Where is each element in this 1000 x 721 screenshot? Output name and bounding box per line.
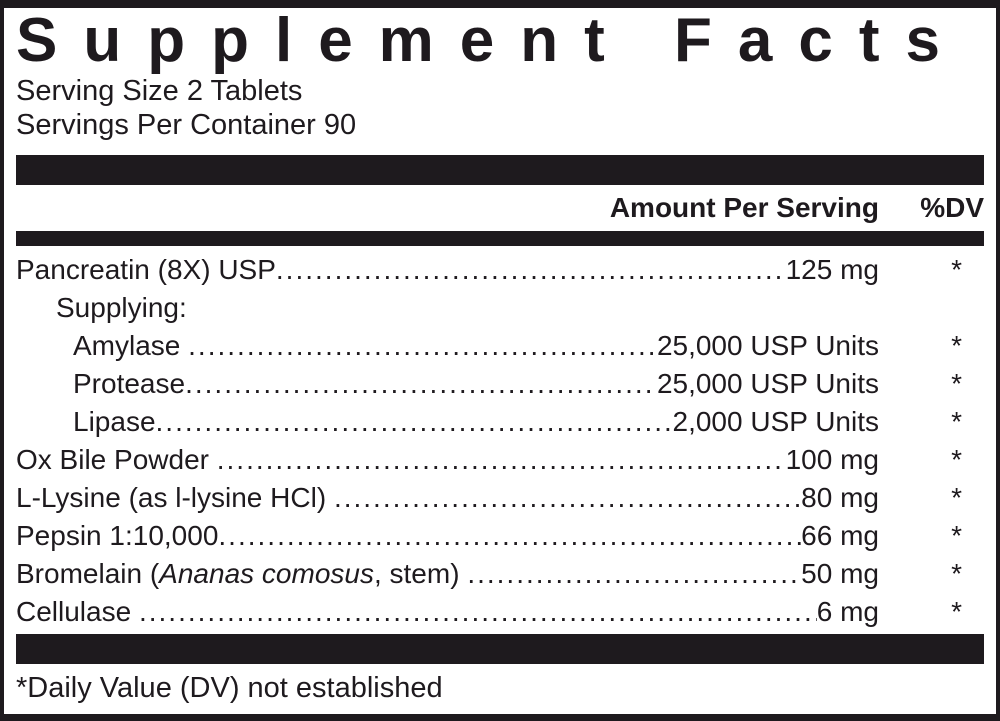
ingredient-dv: * xyxy=(951,405,962,437)
ingredient-name: Amylase xyxy=(73,329,189,361)
table-row xyxy=(16,403,984,441)
ingredient-dv: * xyxy=(951,253,962,285)
column-header-row xyxy=(16,185,984,231)
footnote-area xyxy=(16,664,984,714)
supplement-facts-title: Supplement Facts xyxy=(16,6,966,75)
leader-dots xyxy=(185,365,657,403)
ingredient-dv: * xyxy=(951,367,962,399)
ingredient-dv: * xyxy=(951,595,962,627)
leader-dots xyxy=(139,593,817,631)
table-row xyxy=(16,517,984,555)
ingredient-amount: 25,000 USP Units xyxy=(656,329,879,361)
table-row xyxy=(16,251,984,289)
table-row xyxy=(16,289,984,327)
leader-dots xyxy=(218,517,801,555)
amount-per-serving-header: Amount Per Serving xyxy=(609,191,879,223)
ingredient-name: Supplying: xyxy=(56,291,187,323)
ingredient-amount: 50 mg xyxy=(801,557,879,589)
ingredient-amount: 25,000 USP Units xyxy=(656,367,879,399)
table-row xyxy=(16,593,984,631)
ingredient-amount: 125 mg xyxy=(785,253,879,285)
leader-dots xyxy=(334,479,801,517)
servings-per-container: Servings Per Container 90 xyxy=(16,109,357,142)
table-row xyxy=(16,441,984,479)
leader-dots xyxy=(467,555,801,593)
leader-dots xyxy=(156,403,673,441)
ingredient-name: Ox Bile Powder xyxy=(16,443,217,475)
ingredient-amount: 6 mg xyxy=(816,595,879,627)
ingredient-name: Protease xyxy=(73,367,186,399)
divider-bar-top xyxy=(16,155,984,185)
ingredient-amount: 80 mg xyxy=(801,481,879,513)
ingredient-name: Pancreatin (8X) USP xyxy=(16,253,276,285)
ingredient-dv: * xyxy=(951,329,962,361)
ingredient-name: Bromelain (Ananas comosus, stem) xyxy=(16,557,468,589)
ingredient-dv: * xyxy=(951,443,962,475)
divider-bar-header xyxy=(16,231,984,246)
ingredient-amount: 100 mg xyxy=(785,443,879,475)
ingredient-name: L-Lysine (as l-lysine HCl) xyxy=(16,481,334,513)
ingredient-name: Pepsin 1:10,000 xyxy=(16,519,219,551)
table-row xyxy=(16,555,984,593)
divider-bar-bottom xyxy=(16,634,984,664)
serving-size: Serving Size 2 Tablets xyxy=(16,75,303,108)
ingredient-rows xyxy=(16,246,984,631)
ingredient-amount: 2,000 USP Units xyxy=(672,405,879,437)
ingredient-dv: * xyxy=(951,481,962,513)
leader-dots xyxy=(217,441,786,479)
percent-dv-header: %DV xyxy=(920,191,984,223)
ingredient-dv: * xyxy=(951,519,962,551)
ingredient-name: Cellulase xyxy=(16,595,139,627)
table-row xyxy=(16,327,984,365)
leader-dots xyxy=(188,327,657,365)
table-row xyxy=(16,365,984,403)
ingredient-name: Lipase xyxy=(73,405,156,437)
ingredient-dv: * xyxy=(951,557,962,589)
table-row xyxy=(16,479,984,517)
leader-dots xyxy=(276,251,786,289)
daily-value-footnote: *Daily Value (DV) not established xyxy=(16,672,443,705)
ingredient-amount: 66 mg xyxy=(801,519,879,551)
